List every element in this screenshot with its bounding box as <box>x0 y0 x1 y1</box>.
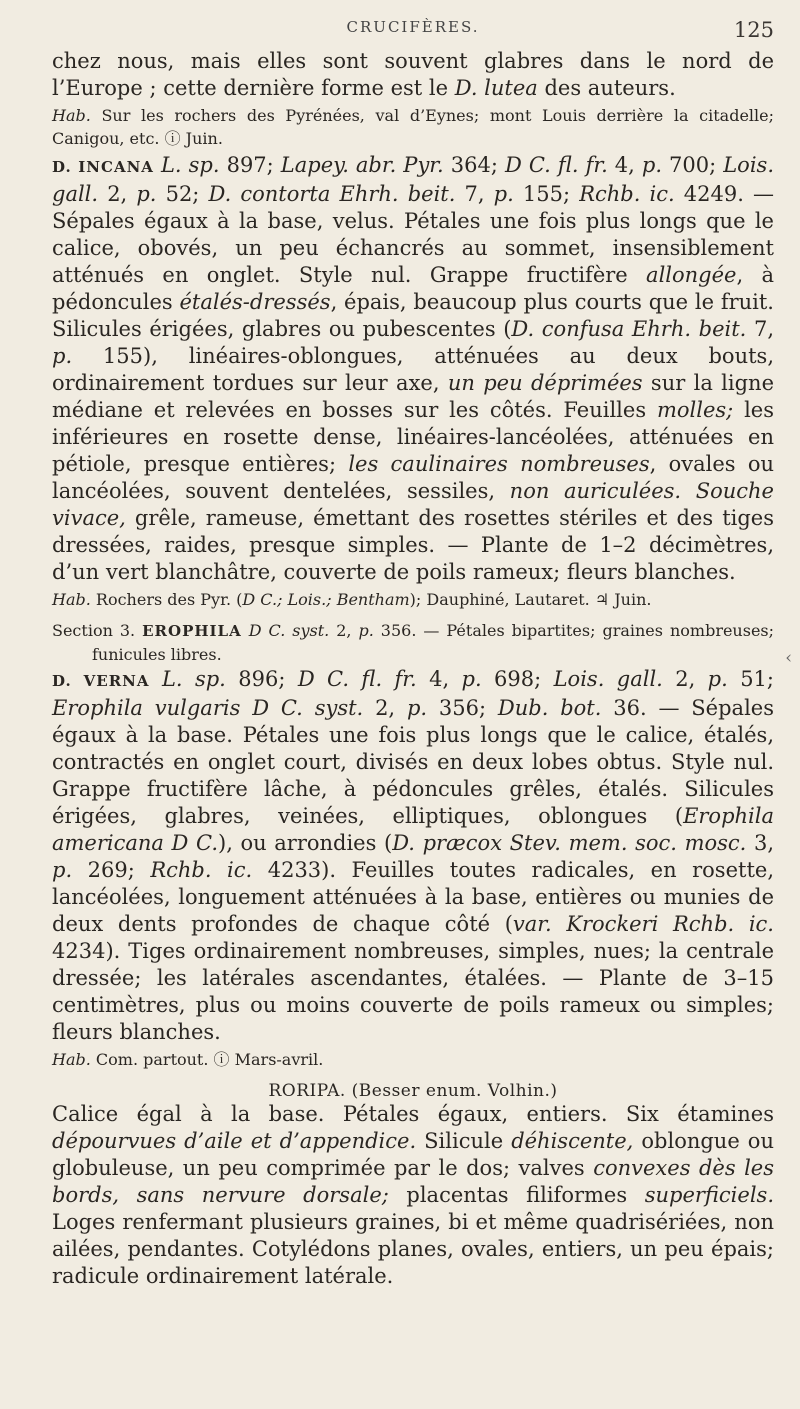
page-header <box>52 18 774 44</box>
species-name: D. VERNA <box>52 672 150 690</box>
genus-description-roripa: Calice égal à la base. Pétales égaux, entiers. Six étamines dépourvues d’aile et d’appendice. Silicule déhiscente, oblongue ou globuleuse, un peu comprimée par le dos; valves convexes dès les bords, sans nervure dorsale; placentas filiformes superficiels. Loges renfermant plusieurs graines, bi et même quadrisériées, non ailées, pendantes. Cotylédons planes, ovales, entiers, un peu épais; radicule ordinairement latérale. <box>52 1102 775 1288</box>
page-number: 125 <box>733 18 774 42</box>
running-title: CRUCIFÈRES. <box>346 18 480 36</box>
paragraph-intro: chez nous, mais elles sont souvent glabres dans le nord de l’Europe ; cette dernière forme est le D. lutea des auteurs. <box>52 49 774 100</box>
genus-heading-roripa: RORIPA. (Besser enum. Volhin.) <box>268 1081 558 1101</box>
habitat-incana: Hab. Rochers des Pyr. (D C.; Lois.; Bentham); Dauphiné, Lautaret. ♃ Juin. <box>52 590 652 609</box>
species-name: D. INCANA <box>52 158 154 176</box>
section-erophila: Section 3. EROPHILA D C. syst. 2, p. 356. — Pétales bipartites; graines nombreuses; funicules libres. <box>52 621 775 664</box>
habitat-lutea: Hab. Sur les rochers des Pyrénées, val d’Eynes; mont Louis derrière la citadelle; Canigou, etc. ⓘ Juin. <box>52 106 774 148</box>
habitat-verna: Hab. Com. partout. ⓘ Mars-avril. <box>52 1050 324 1069</box>
species-incana: D. INCANA L. sp. 897; Lapey. abr. Pyr. 364; D C. fl. fr. 4, p. 700; Lois. gall. 2, p. 52; D. contorta Ehrh. beit. 7, p. 155; Rchb. ic. 4249. — Sépales égaux à la base, velus. Pétales une fois plus longs que le calice, obovés, un peu échancrés au sommet, insensiblement atténués en onglet. Style nul. Grappe fructifère allongée, à pédoncules étalés-dressés, épais, beaucoup plus courts que le fruit. Silicules érigées, glabres ou pubescentes (D. confusa Ehrh. beit. 7, p. 155), linéaires-oblongues, atténuées au deux bouts, ordinairement tordues sur leur axe, un peu déprimées sur la ligne médiane et relevées en bosses sur les côtés. Feuilles molles; les inférieures en rosette dense, linéaires-lancéolées, atténuées en pétiole, presque entières; les caulinaires nombreuses, ovales ou lancéolées, souvent dentelées, sessiles, non auriculées. Souche vivace, grêle, rameuse, émettant des rosettes stériles et des tiges dressées, raides, presque simples. — Plante de 1–2 décimètres, d’un vert blanchâtre, couverte de poils rameux; fleurs blanches. <box>52 153 775 584</box>
species-verna: D. VERNA L. sp. 896; D C. fl. fr. 4, p. 698; Lois. gall. 2, p. 51; Erophila vulgaris D C. syst. 2, p. 356; Dub. bot. 36. — Sépales égaux à la base. Pétales une fois plus longs que le calice, étalés, contractés en onglet court, divisés en deux lobes obtus. Style nul. Grappe fructifère lâche, à pédoncules grêles, étalés. Silicules érigées, glabres, veinées, elliptiques, oblongues (Erophila americana D C.), ou arrondies (D. præcox Stev. mem. soc. mosc. 3, p. 269; Rchb. ic. 4233). Feuilles toutes radicales, en rosette, lancéolées, longuement atténuées à la base, entières ou munies de deux dents profondes de chaque côté (var. Krockeri Rchb. ic. 4234). Tiges ordinairement nombreuses, simples, nues; la centrale dressée; les latérales ascendantes, étalées. — Plante de 3–15 centimètres, plus ou moins couverte de poils rameux ou simples; fleurs blanches. <box>52 667 775 1044</box>
margin-mark: ‹ <box>785 648 792 668</box>
text-body <box>52 48 774 1290</box>
